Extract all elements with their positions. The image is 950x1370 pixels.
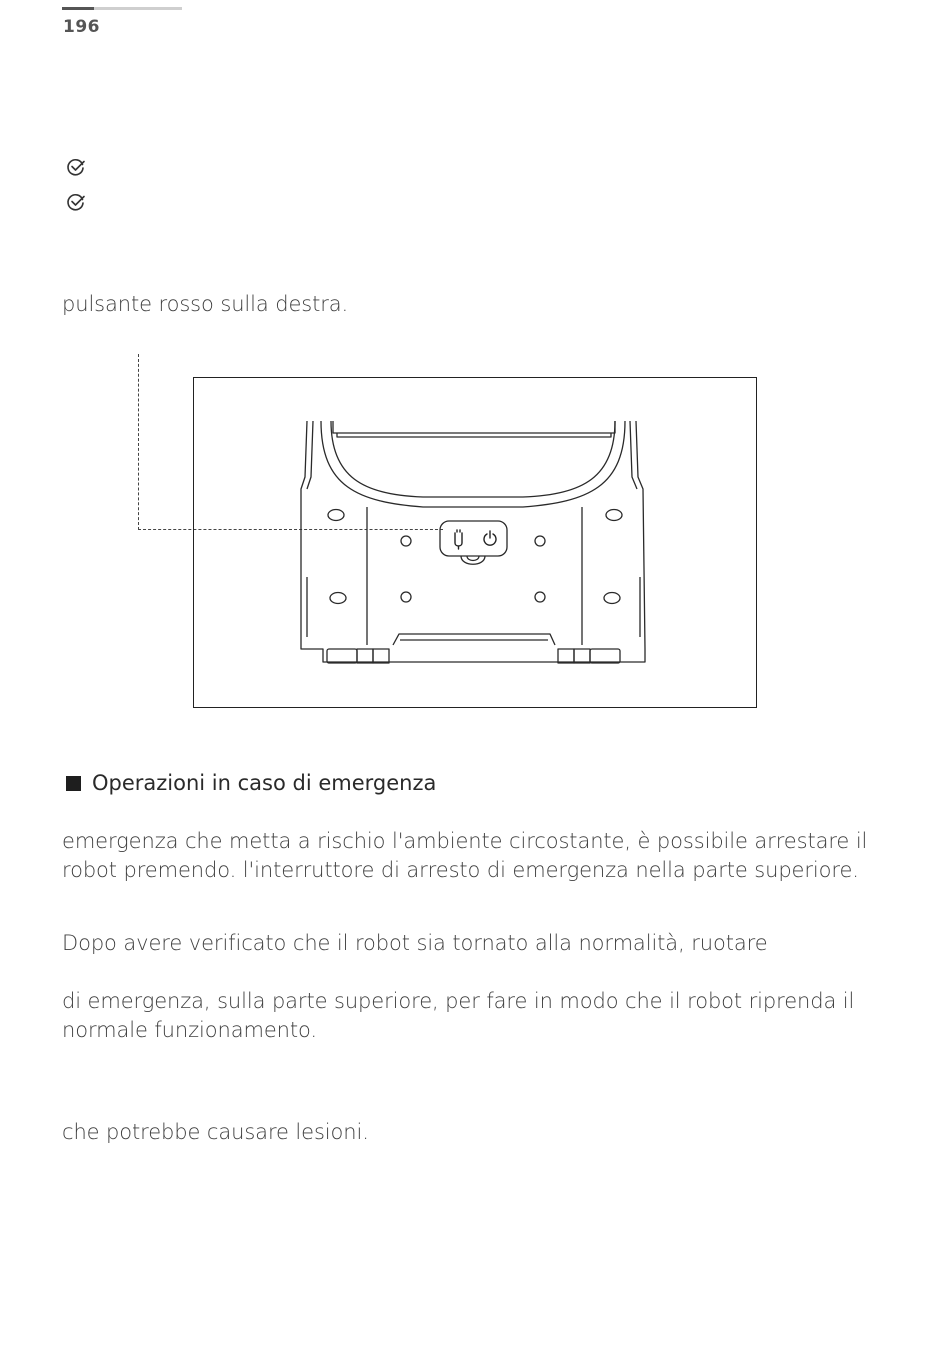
- paragraph-line: che potrebbe causare lesioni.: [62, 1120, 369, 1144]
- paragraph-line: robot premendo. l'interruttore di arresto di emergenza nella parte superiore.: [62, 858, 859, 882]
- section-heading: [66, 771, 436, 795]
- callout-line-vertical: [138, 354, 139, 530]
- section-heading-text: Operazioni in caso di emergenza: [92, 771, 437, 795]
- robot-illustration: [193, 377, 757, 708]
- power-icon: [484, 531, 496, 545]
- paragraph-line: Dopo avere verificato che il robot sia tornato alla normalità, ruotare: [62, 931, 768, 955]
- check-circle-icon: [66, 157, 86, 177]
- paragraph-line: normale funzionamento.: [62, 1018, 317, 1042]
- check-circle-icon: [66, 192, 86, 212]
- power-plug-icon: [455, 530, 462, 549]
- paragraph-line: emergenza che metta a rischio l'ambiente circostante, è possibile arrestare il: [62, 829, 868, 853]
- paragraph-line: di emergenza, sulla parte superiore, per fare in modo che il robot riprenda il: [62, 989, 855, 1013]
- page-progress-fill: [62, 7, 94, 10]
- heading-square-bullet: [66, 776, 81, 791]
- intro-text: pulsante rosso sulla destra.: [62, 292, 349, 316]
- page-number: 196: [63, 17, 100, 37]
